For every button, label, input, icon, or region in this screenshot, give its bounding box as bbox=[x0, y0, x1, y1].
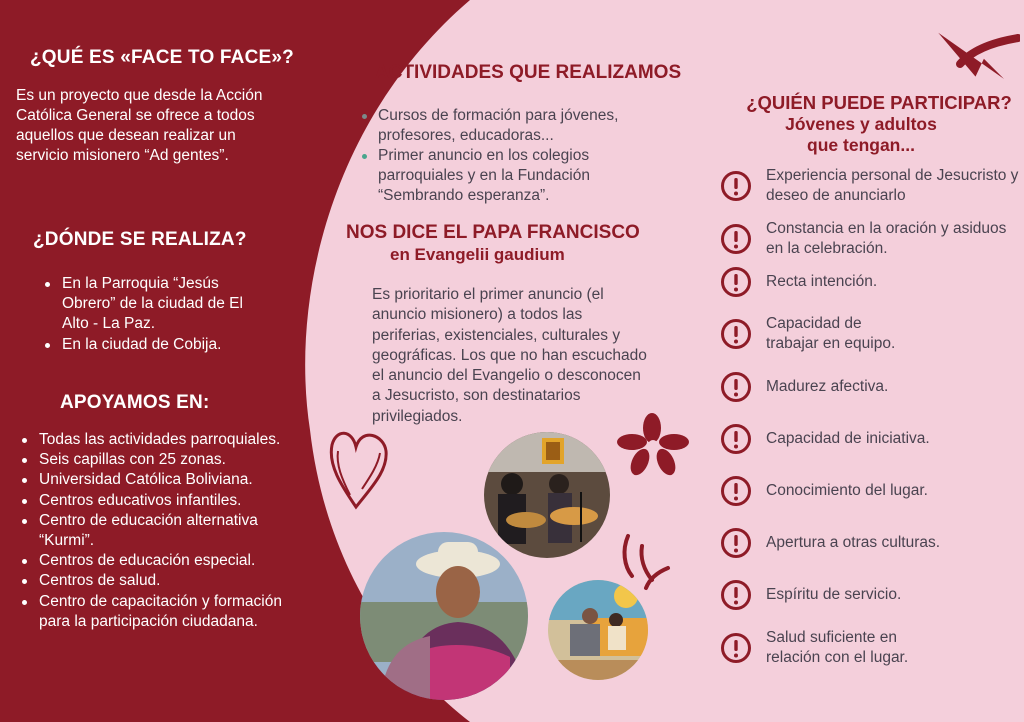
requirement-item bbox=[720, 626, 1020, 670]
heart-icon bbox=[326, 425, 392, 511]
participate-subtitle-2: que tengan... bbox=[807, 135, 915, 155]
left-panel bbox=[0, 0, 330, 722]
list-item: Universidad Católica Boliviana. bbox=[17, 470, 287, 490]
requirement-text: Capacidad de iniciativa. bbox=[766, 430, 930, 447]
requirement-text: Capacidad de trabajar en equipo. bbox=[766, 315, 896, 352]
what-text: Es un proyecto que desde la Acción Católica General se ofrece a todos aquellos que desean realizar un servicio misionero “Ad gentes”. bbox=[16, 87, 263, 164]
exclamation-icon bbox=[720, 632, 752, 664]
requirement-text: Madurez afectiva. bbox=[766, 378, 889, 395]
list-item: Todas las actividades parroquiales. bbox=[17, 430, 287, 450]
pope-subtitle: en Evangelii gaudium bbox=[390, 245, 565, 264]
list-item: Centros educativos infantiles. bbox=[17, 491, 287, 511]
exclamation-icon bbox=[720, 527, 752, 559]
exclamation-icon bbox=[720, 475, 752, 507]
requirement-item bbox=[720, 417, 1020, 461]
support-title: APOYAMOS EN: bbox=[60, 392, 210, 413]
exclamation-icon bbox=[720, 579, 752, 611]
arrow-icon bbox=[938, 16, 1020, 96]
activities-title: ACTIVIDADES QUE REALIZAMOS bbox=[375, 62, 682, 83]
list-item: Centros de salud. bbox=[17, 571, 287, 591]
exclamation-icon bbox=[720, 318, 752, 350]
list-item: En la ciudad de Cobija. bbox=[40, 335, 270, 355]
participate-subtitle-1: Jóvenes y adultos bbox=[785, 114, 937, 134]
photo-musicians bbox=[484, 432, 610, 558]
list-item: Seis capillas con 25 zonas. bbox=[17, 450, 287, 470]
requirement-text: Experiencia personal de Jesucristo y deseo de anunciarlo bbox=[766, 167, 1019, 204]
requirement-item bbox=[720, 312, 1020, 356]
list-item: Primer anuncio en los colegios parroquiales y en la Fundación “Sembrando esperanza”. bbox=[362, 146, 662, 206]
requirement-item bbox=[720, 217, 1020, 261]
list-item: Centro de capacitación y formación para la participación ciudadana. bbox=[17, 592, 287, 632]
list-item: Centros de educación especial. bbox=[17, 551, 287, 571]
requirement-text: Conocimiento del lugar. bbox=[766, 482, 928, 499]
pope-quote: Es prioritario el primer anuncio (el anuncio misionero) a todos las periferias, existenciales, culturales y geográficas. Los que no han escuchado el anuncio del Evangelio o desconocen a Jesucristo, son destinatarios privilegiados. bbox=[372, 286, 647, 425]
list-item: Centro de educación alternativa “Kurmi”. bbox=[17, 511, 287, 551]
requirement-item bbox=[720, 260, 1020, 304]
requirement-text: Recta intención. bbox=[766, 273, 878, 290]
exclamation-icon bbox=[720, 266, 752, 298]
photo-woman-hat bbox=[360, 532, 528, 700]
requirement-item bbox=[720, 365, 1020, 409]
requirement-item bbox=[720, 521, 1020, 565]
requirement-item bbox=[720, 164, 1020, 208]
pope-title: NOS DICE EL PAPA FRANCISCO bbox=[346, 222, 640, 243]
exclamation-icon bbox=[720, 371, 752, 403]
requirement-text: Constancia en la oración y asiduos en la celebración. bbox=[766, 220, 1007, 257]
activities-list bbox=[362, 106, 662, 206]
requirement-text: Espíritu de servicio. bbox=[766, 586, 902, 603]
list-item: Cursos de formación para jóvenes, profesores, educadoras... bbox=[362, 106, 662, 146]
requirement-text: Apertura a otras culturas. bbox=[766, 534, 941, 551]
requirement-text: Salud suficiente en relación con el lugar. bbox=[766, 629, 909, 666]
support-list bbox=[17, 430, 287, 632]
where-title: ¿DÓNDE SE REALIZA? bbox=[33, 229, 247, 250]
exclamation-icon bbox=[720, 423, 752, 455]
where-list bbox=[40, 274, 270, 355]
what-title: ¿QUÉ ES «FACE TO FACE»? bbox=[30, 47, 294, 68]
exclamation-icon bbox=[720, 223, 752, 255]
participate-title: ¿QUIÉN PUEDE PARTICIPAR? bbox=[746, 92, 1012, 113]
requirement-item bbox=[720, 469, 1020, 513]
requirement-item bbox=[720, 573, 1020, 617]
exclamation-icon bbox=[720, 170, 752, 202]
photo-children-playing bbox=[548, 580, 648, 680]
list-item: En la Parroquia “Jesús Obrero” de la ciudad de El Alto - La Paz. bbox=[40, 274, 270, 335]
flower-icon bbox=[612, 412, 694, 478]
